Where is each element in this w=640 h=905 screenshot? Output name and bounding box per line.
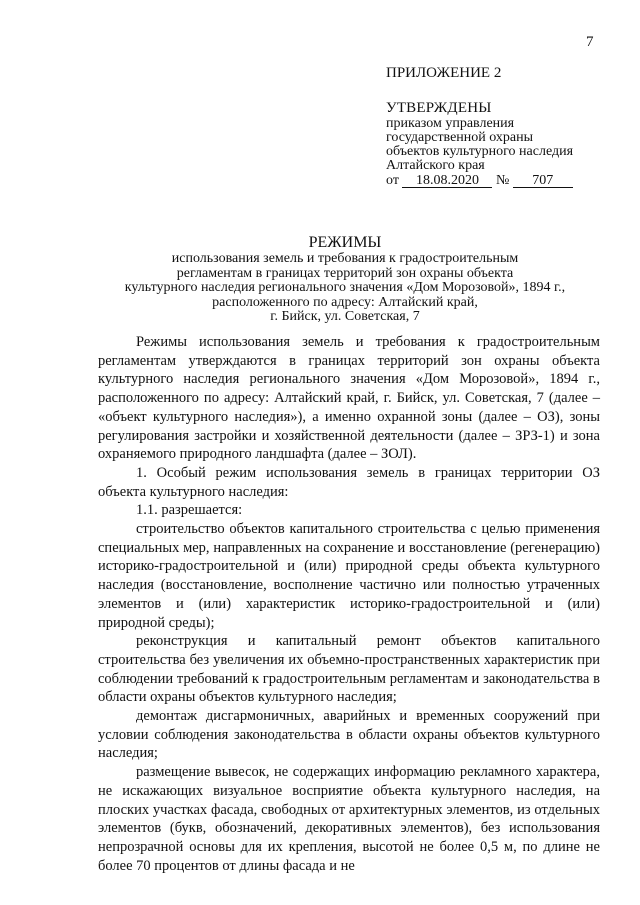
document-body bbox=[98, 333, 600, 875]
order-number: 707 bbox=[513, 174, 573, 188]
order-date: 18.08.2020 bbox=[402, 174, 492, 188]
approval-block bbox=[386, 64, 616, 188]
approval-line: государственной охраны bbox=[386, 130, 534, 145]
title-line: регламентам в границах территорий зон охраны объекта bbox=[176, 265, 514, 281]
order-line bbox=[386, 173, 616, 188]
title-main: РЕЖИМЫ bbox=[308, 234, 382, 251]
approval-line: Алтайского края bbox=[386, 158, 485, 173]
list-paragraph: реконструкция и капитальный ремонт объектов капитального строительства без увеличения их объемно-пространственных характеристик при соблюдении требований к градостроительным регламентам и законодательства в области охраны объектов культурного наследия; bbox=[98, 633, 600, 706]
list-paragraph: строительство объектов капитального строительства с целью применения специальных мер, направленных на сохранение и восстановление (регенерацию) историко-градостроительной и (или) природной среды объекта культурного наследия (восстановление, восполнение частично или полностью утраченных элементов и (или) характеристик историко-градостроительной и (или) природной среды); bbox=[98, 521, 600, 631]
order-prefix: от bbox=[386, 173, 399, 188]
section-heading: 1. Особый режим использования земель в границах территории ОЗ объекта культурного наследия: bbox=[98, 464, 600, 500]
title-line: культурного наследия регионального значения «Дом Морозовой», 1894 г., bbox=[124, 280, 566, 295]
approval-line: приказом управления bbox=[386, 116, 515, 131]
title-line: расположенного по адресу: Алтайский край, bbox=[212, 294, 478, 310]
title-line: г. Бийск, ул. Советская, 7 bbox=[270, 309, 420, 324]
order-number-sign: № bbox=[495, 173, 510, 188]
approval-line: объектов культурного наследия bbox=[386, 144, 574, 159]
intro-paragraph: Режимы использования земель и требования к градостроительным регламентам утверждаются в границах территорий зон охраны объекта культурного наследия регионального значения «Дом Морозовой», 1894 г., расположенного по адресу: Алтайский край, г. Бийск, ул. Советская, 7 (далее – «объект культурного наследия»), а именно охранной зоны (далее – ОЗ), зоны регулирования застройки и хозяйственной деятельности (далее – ЗРЗ-1) и зона охраняемого природного ландшафта (далее – ЗОЛ). bbox=[98, 334, 600, 463]
title-line: использования земель и требования к градостроительным bbox=[171, 251, 519, 266]
list-paragraph: размещение вывесок, не содержащих информацию рекламного характера, не искажающих визуальное восприятие объекта культурного наследия, на плоских участках фасада, свободных от архитектурных элементов, из отдельных элементов (букв, обозначений, декоративных элементов), без использования непрозрачной основы для их крепления, высотой не более 0,5 м, по длине не более 70 процентов от длины фасада и не bbox=[98, 764, 600, 874]
list-paragraph: демонтаж дисгармоничных, аварийных и временных сооружений при условии соблюдения законодательства в области охраны объектов культурного наследия; bbox=[98, 708, 600, 762]
document-title bbox=[60, 234, 630, 325]
page-number: 7 bbox=[586, 34, 594, 50]
approved-heading: УТВЕРЖДЕНЫ bbox=[386, 100, 492, 116]
subsection-heading: 1.1. разрешается: bbox=[136, 502, 243, 519]
annex-title: ПРИЛОЖЕНИЕ 2 bbox=[386, 65, 502, 81]
